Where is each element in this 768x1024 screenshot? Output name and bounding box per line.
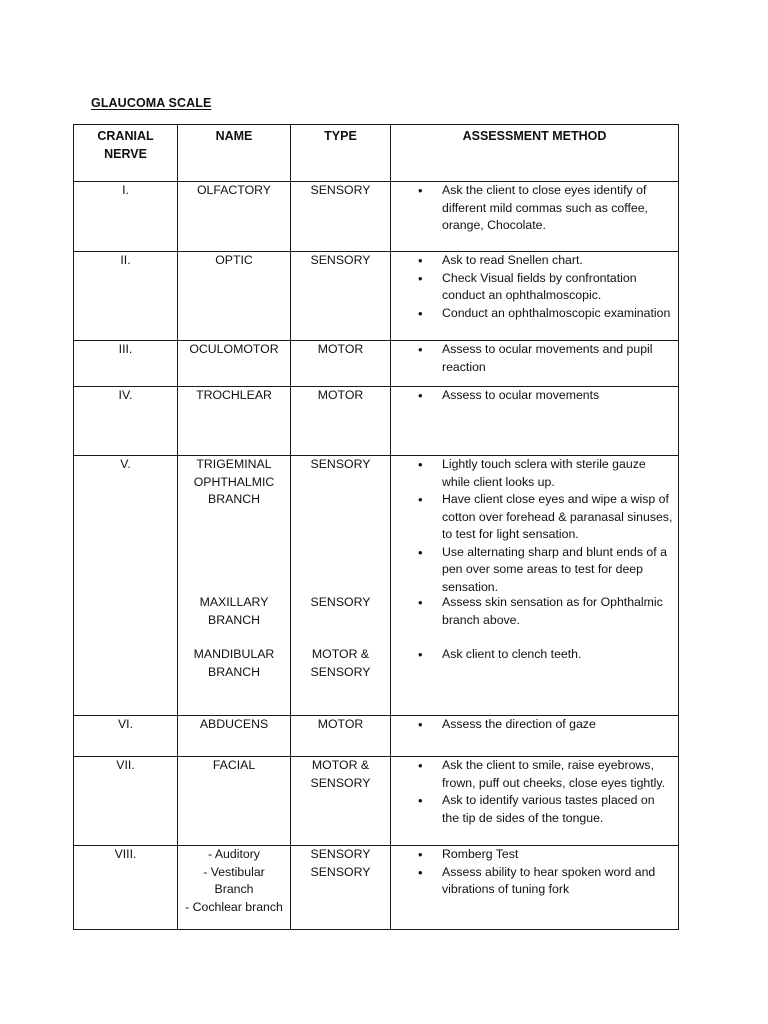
- method-item: • Assess the direction of gaze: [442, 716, 674, 734]
- table-row: [74, 716, 679, 757]
- nerve-number: IV.: [74, 387, 178, 456]
- nerve-type-line: SENSORY: [310, 847, 371, 861]
- method-list: [391, 757, 678, 827]
- branch-name-block: [178, 456, 290, 594]
- method-list: [391, 387, 678, 405]
- method-list: [391, 594, 678, 629]
- branch-method-block: [391, 456, 678, 594]
- branch-type-block: [291, 594, 390, 646]
- branch-method-block: [391, 594, 678, 646]
- branch-type-block: [291, 646, 390, 681]
- nerve-name-line: FACIAL: [212, 758, 256, 772]
- page-title: GLAUCOMA SCALE: [91, 96, 212, 110]
- assessment-method: [391, 846, 679, 930]
- nerve-name-line: TROCHLEAR: [196, 388, 272, 402]
- branch-name-block: [178, 594, 290, 646]
- nerve-type-line: MOTOR: [317, 342, 364, 356]
- method-item: • Conduct an ophthalmoscopic examination: [442, 305, 674, 323]
- nerve-type-line: SENSORY: [310, 775, 371, 790]
- nerve-number: II.: [74, 252, 178, 341]
- table-row: [74, 456, 679, 716]
- method-list: [391, 252, 678, 322]
- nerve-name-line: BRANCH: [208, 612, 260, 627]
- nerve-type-line: MOTOR: [317, 717, 364, 731]
- nerve-name: [178, 341, 291, 387]
- nerve-name-line: MAXILLARY: [199, 595, 269, 609]
- method-list: [391, 846, 678, 899]
- assessment-method: [391, 757, 679, 846]
- nerve-name: [178, 252, 291, 341]
- nerve-name-line: - Vestibular: [203, 864, 265, 879]
- nerve-name: [178, 182, 291, 252]
- nerve-name-line: BRANCH: [208, 492, 260, 506]
- method-item: • Ask to identify various tastes placed on the tip de sides of the tongue.: [442, 792, 674, 827]
- nerve-type-line: SENSORY: [310, 664, 371, 679]
- nerve-name-line: - Auditory: [208, 847, 260, 861]
- method-item: • Ask client to clench teeth.: [442, 646, 674, 664]
- nerve-type: [291, 387, 391, 456]
- nerve-name: [178, 387, 291, 456]
- nerve-type: [291, 716, 391, 757]
- method-list: [391, 646, 678, 664]
- method-item: • Have client close eyes and wipe a wisp of cotton over forehead & paranasal sinuses, to test for light sensation.: [442, 491, 674, 544]
- assessment-method: [391, 456, 679, 716]
- nerve-name-line: OPTIC: [215, 253, 253, 267]
- nerve-type: [291, 341, 391, 387]
- assessment-method: [391, 341, 679, 387]
- nerve-type-line: SENSORY: [310, 253, 371, 267]
- table-row: [74, 341, 679, 387]
- nerve-type: [291, 182, 391, 252]
- method-item: • Ask to read Snellen chart.: [442, 252, 674, 270]
- nerve-name-line: BRANCH: [208, 664, 260, 679]
- nerve-name-line: ABDUCENS: [199, 717, 269, 731]
- assessment-method: [391, 716, 679, 757]
- nerve-number: I.: [74, 182, 178, 252]
- method-item: • Romberg Test: [442, 846, 674, 864]
- header-type: TYPE: [291, 125, 391, 182]
- nerve-name: [178, 757, 291, 846]
- header-assessment-method: ASSESSMENT METHOD: [391, 125, 679, 182]
- assessment-method: [391, 182, 679, 252]
- method-item: • Ask the client to close eyes identify of different mild commas such as coffee, orange, Chocolate.: [442, 182, 674, 235]
- nerve-number: III.: [74, 341, 178, 387]
- nerve-name-line: Branch: [214, 882, 254, 896]
- assessment-method: [391, 252, 679, 341]
- header-cranial-nerve: [74, 125, 178, 182]
- nerve-type-line: MOTOR: [317, 388, 364, 402]
- nerve-name: [178, 456, 291, 716]
- method-item: • Assess to ocular movements and pupil reaction: [442, 341, 674, 376]
- nerve-name: [178, 716, 291, 757]
- nerve-name-line: MANDIBULAR: [193, 647, 275, 661]
- nerve-type-line: SENSORY: [310, 183, 371, 197]
- header-cranial-nerve-line: NERVE: [104, 146, 147, 161]
- nerve-type: [291, 252, 391, 341]
- table-row: [74, 387, 679, 456]
- nerve-number: VIII.: [74, 846, 178, 930]
- branch-name-block: [178, 646, 290, 681]
- method-list: [391, 716, 678, 734]
- nerve-name-line: OPHTHALMIC: [193, 474, 275, 489]
- header-row: [74, 125, 679, 182]
- method-list: [391, 456, 678, 596]
- method-item: • Use alternating sharp and blunt ends of a pen over some areas to test for deep sensation.: [442, 544, 674, 597]
- branch-method-block: [391, 646, 678, 664]
- method-item: • Assess ability to hear spoken word and vibrations of tuning fork: [442, 864, 674, 899]
- header-name: NAME: [178, 125, 291, 182]
- method-item: • Assess to ocular movements: [442, 387, 674, 405]
- cranial-nerve-table: [73, 124, 679, 930]
- method-list: [391, 182, 678, 235]
- branch-type-block: [291, 456, 390, 594]
- method-item: • Ask the client to smile, raise eyebrows, frown, puff out cheeks, close eyes tightly.: [442, 757, 674, 792]
- nerve-number: VII.: [74, 757, 178, 846]
- nerve-number: V.: [74, 456, 178, 716]
- table-row: [74, 252, 679, 341]
- nerve-name: [178, 846, 291, 930]
- table-row: [74, 182, 679, 252]
- nerve-name-line: OCULOMOTOR: [189, 342, 279, 356]
- nerve-name-line: - Cochlear branch: [185, 899, 283, 914]
- nerve-type-line: MOTOR &: [311, 758, 370, 772]
- nerve-type-line: SENSORY: [310, 595, 371, 609]
- nerve-type-line: SENSORY: [310, 457, 371, 471]
- header-cranial-nerve-line: CRANIAL: [97, 129, 154, 143]
- nerve-type: [291, 456, 391, 716]
- method-item: • Check Visual fields by confrontation conduct an ophthalmoscopic.: [442, 270, 674, 305]
- nerve-name-line: TRIGEMINAL: [196, 457, 272, 471]
- method-item: • Lightly touch sclera with sterile gauze while client looks up.: [442, 456, 674, 491]
- nerve-type: [291, 757, 391, 846]
- nerve-type-line: MOTOR &: [311, 647, 370, 661]
- nerve-number: VI.: [74, 716, 178, 757]
- assessment-method: [391, 387, 679, 456]
- nerve-name-line: OLFACTORY: [196, 183, 272, 197]
- method-item: • Assess skin sensation as for Ophthalmic branch above.: [442, 594, 674, 629]
- table-row: [74, 846, 679, 930]
- table-row: [74, 757, 679, 846]
- nerve-type-line: SENSORY: [310, 864, 371, 879]
- method-list: [391, 341, 678, 376]
- nerve-type: [291, 846, 391, 930]
